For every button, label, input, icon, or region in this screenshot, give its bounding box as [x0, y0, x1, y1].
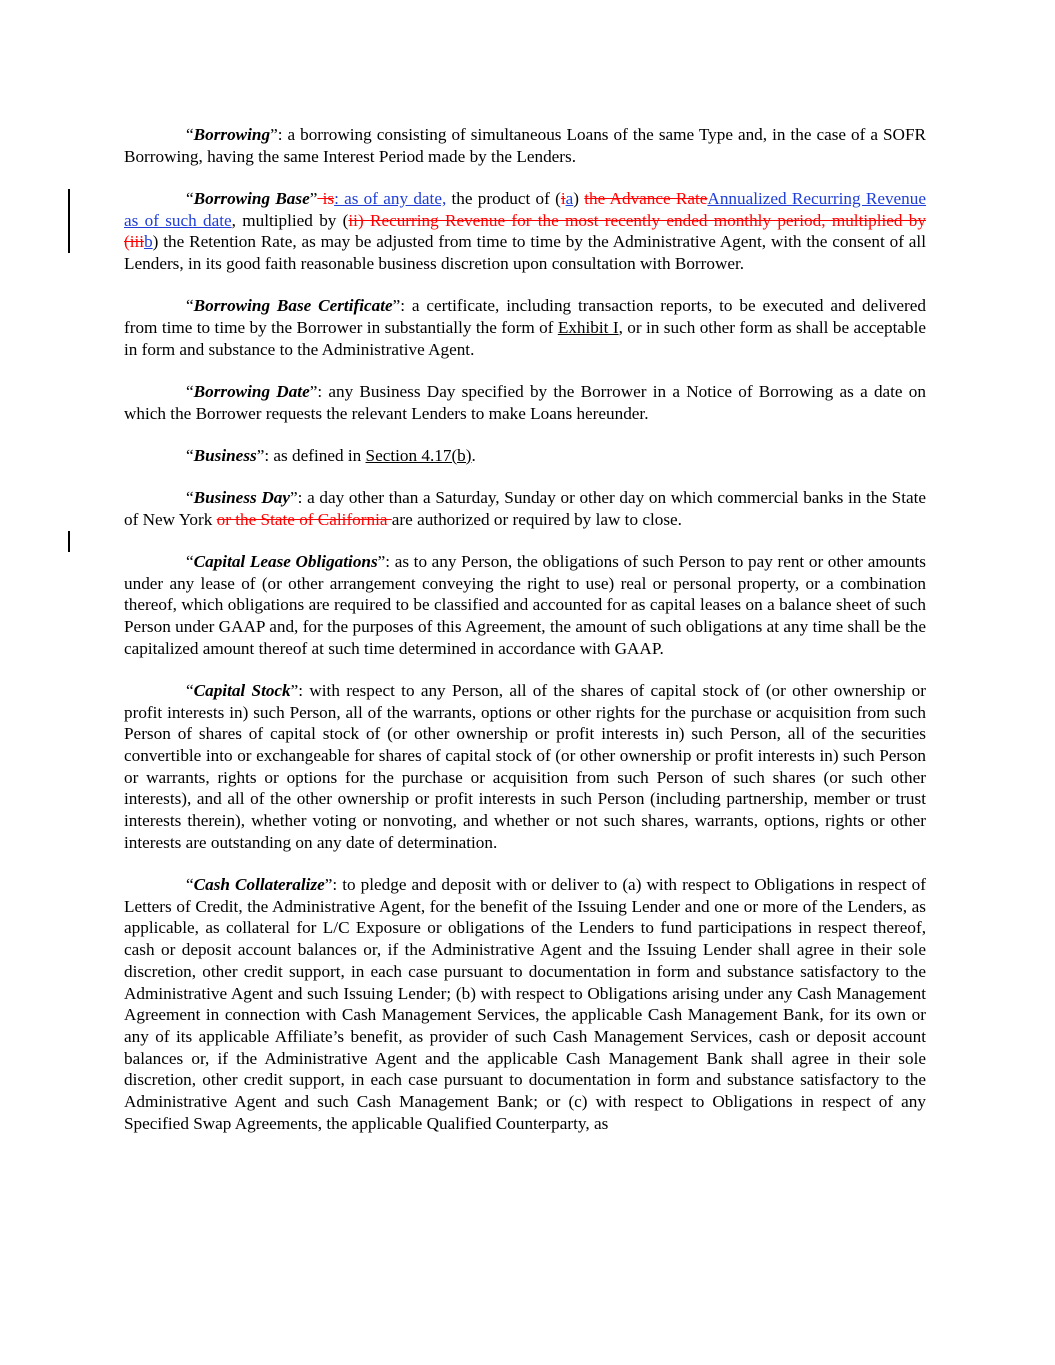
open-quote: “ — [186, 445, 194, 465]
inserted-text: a — [565, 188, 574, 208]
defined-term: Borrowing Base — [193, 188, 310, 208]
deleted-text: or the State of California — [216, 509, 392, 529]
term-close: ”: — [270, 125, 288, 144]
definition-capital-stock — [124, 680, 926, 854]
definition-capital-lease-obligations — [124, 551, 926, 660]
definition-text: . — [471, 445, 476, 465]
defined-term: Borrowing Date — [193, 381, 310, 401]
definition-text: ) the Retention Rate, as may be adjusted from time to time by the Administrative Agent, with the consent of all Lenders, in its good faith reasonable business discretion upon consultation with Borrower. — [124, 232, 926, 274]
deleted-text: the Advance Rate — [584, 188, 708, 208]
open-quote: “ — [186, 487, 194, 507]
open-quote: “ — [186, 188, 194, 208]
defined-term: Borrowing — [193, 125, 271, 144]
definition-business — [124, 445, 926, 467]
definition-text: as defined in — [273, 445, 366, 465]
definition-text: ) — [573, 188, 585, 208]
deleted-text: is — [317, 188, 335, 208]
open-quote: “ — [186, 551, 194, 571]
change-bar-borrowing-base — [68, 189, 70, 253]
open-quote: “ — [186, 680, 194, 700]
term-close: ”: — [256, 445, 274, 465]
defined-term: Business — [193, 445, 257, 465]
definition-text: , multiplied by ( — [231, 210, 349, 230]
term-close: ”: — [324, 874, 343, 894]
definition-text: are authorized or required by law to close. — [391, 509, 682, 529]
open-quote: “ — [186, 125, 194, 144]
inserted-text: b — [144, 232, 153, 252]
definition-business-day — [124, 487, 926, 530]
deleted-text: i — [560, 188, 566, 208]
defined-term: Business Day — [193, 487, 290, 507]
definition-text: , or in such other form as shall be acceptable in form and substance to the Administrative Agent. — [124, 317, 926, 359]
close-quote: ” — [309, 188, 318, 208]
defined-term: Capital Lease Obligations — [193, 551, 378, 571]
definition-borrowing — [124, 124, 926, 167]
term-close: ”: — [309, 381, 329, 401]
exhibit-reference: Exhibit I — [557, 317, 619, 337]
definition-text: a certificate, including transaction reports, to be executed and delivered from time to time by the Borrower in substantially the form of — [124, 296, 926, 337]
definition-cash-collateralize — [124, 874, 926, 1134]
definition-borrowing-date — [124, 381, 926, 424]
definition-text: a borrowing consisting of simultaneous Loans of the same Type and, in the case of a SOFR Borrowing, having the same Interest Period made by the Lenders. — [124, 125, 926, 166]
term-close: ”: — [377, 551, 395, 571]
definition-text: to pledge and deposit with or deliver to (a) with respect to Obligations in respect of Letters of Credit, the Administrative Agent, for the benefit of the Issuing Lender and one or more of the Lenders, as applicable, as collateral for L/C Exposure or obligations of the Lenders to fund participations in respect thereof, cash or deposit account balances or, if the Administrative Agent and the Issuing Lender shall agree in their sole discretion, other credit support, in each case pursuant to documentation in form and substance satisfactory to the Administrative Agent and such Issuing Lender; (b) with respect to Obligations arising under any Cash Management Agreement in connection with Cash Management Services, the applicable Cash Management Bank, for its own or any of its applicable Affiliate’s benefit, as provider of such Cash Management Services, cash or deposit account balances or, if the Administrative Agent and the applicable Cash Management Bank shall agree in their sole discretion, other credit support, in each case pursuant to documentation in form and substance satisfactory to the Administrative Agent and such Cash Management Bank; or (c) with respect to Obligations in respect of any Specified Swap Agreements, the applicable Qualified Counterparty, as — [124, 874, 926, 1133]
definition-borrowing-base — [124, 188, 926, 275]
definition-text: any Business Day specified by the Borrower in a Notice of Borrowing as a date on which the Borrower requests the relevant Lenders to make Loans hereunder. — [124, 381, 926, 423]
defined-term: Capital Stock — [193, 680, 291, 700]
definition-borrowing-base-certificate — [124, 295, 926, 360]
defined-term: Borrowing Base Certificate — [193, 296, 393, 316]
change-bar-business-day — [68, 531, 70, 552]
open-quote: “ — [186, 296, 194, 316]
open-quote: “ — [186, 874, 194, 894]
definition-text: a day other than a Saturday, Sunday or other day on which commercial banks in the State of New York — [124, 487, 927, 529]
definition-text: with respect to any Person, all of the shares of capital stock of (or other ownership or profit interests in) such Person, all of the warrants, options or other rights for the purchase or acquisition from such Person of shares of capital stock of (or other ownership or profit interests in) such Person, all of the securities convertible into or exchangeable for shares of capital stock of (or other ownership or profit interests in) such Person or warrants, rights or options for the purchase or acquisition from such Person of such shares (or such other interests), and all of the other ownership or profit interests in such Person (including partnership, member or trust interests therein), whether voting or nonvoting, and whether or not such shares, warrants, options, rights or other interests are outstanding on any date of determination. — [124, 680, 926, 852]
definition-text: as to any Person, the obligations of such Person to pay rent or other amounts under any lease of (or other arrangement conveying the right to use) real or personal property, or a combination thereof, which obligations are required to be classified and accounted for as capital leases on a balance sheet of such Person under GAAP and, for the purposes of this Agreement, the amount of such obligations at any time shall be the capitalized amount thereof at such time determined in accordance with GAAP. — [124, 551, 926, 658]
term-close: ”: — [290, 680, 310, 700]
document-page — [124, 124, 926, 1155]
definition-text: the product of ( — [446, 188, 561, 208]
section-reference: Section 4.17(b) — [365, 445, 472, 465]
defined-term: Cash Collateralize — [193, 874, 325, 894]
term-close: ”: — [392, 296, 412, 316]
inserted-text: Annualized Recurring Revenue as of such date — [124, 188, 927, 230]
term-close: ”: — [290, 487, 308, 507]
inserted-text: : as of any date, — [334, 188, 447, 208]
deleted-text: ii) Recurring Revenue for the most recently ended monthly period, multiplied by (iii — [124, 210, 926, 252]
open-quote: “ — [186, 381, 194, 401]
